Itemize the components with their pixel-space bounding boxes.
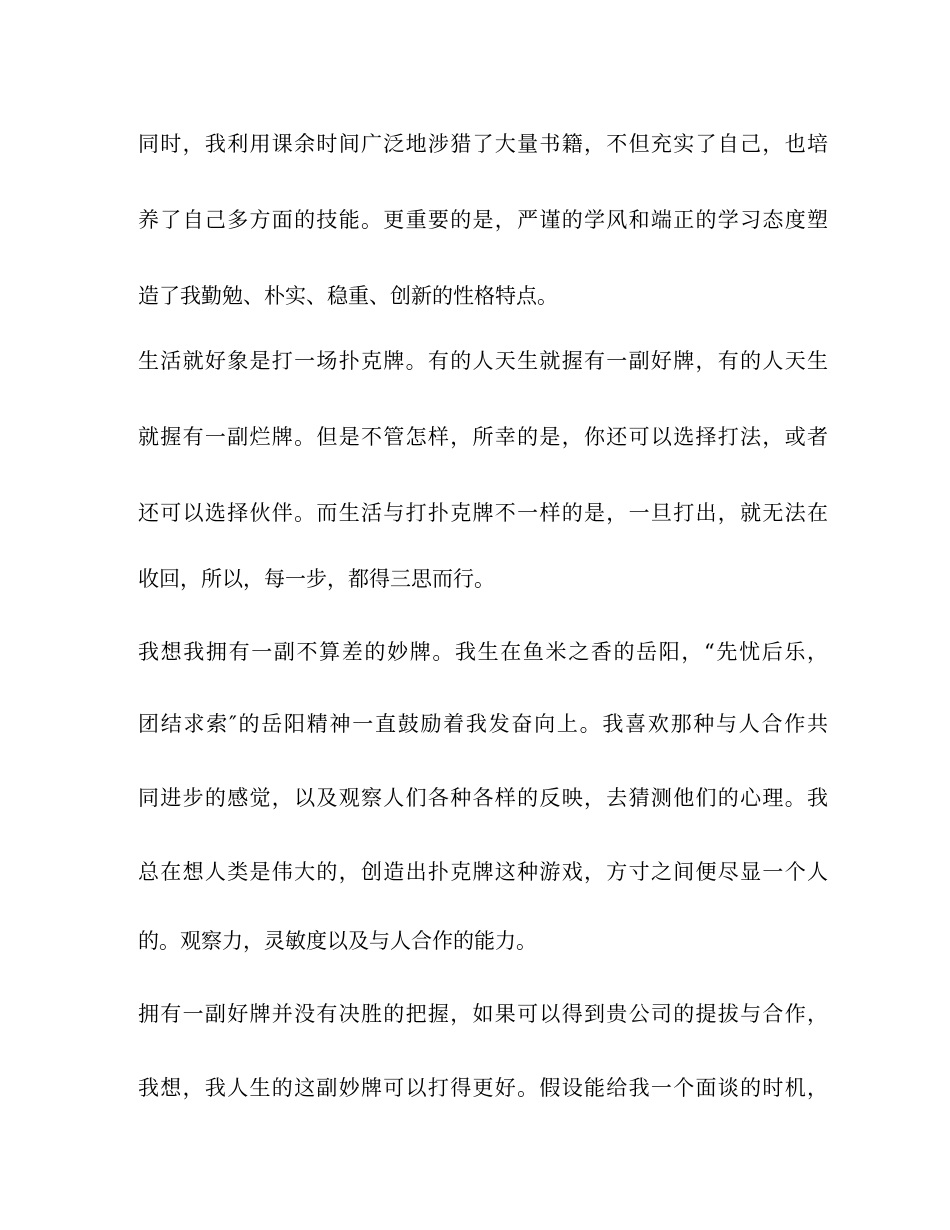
text-line: 的。观察力，灵敏度以及与人合作的能力。 <box>138 929 537 953</box>
text-line: 造了我勤勉、朴实、稳重、创新的性格特点。 <box>138 284 558 308</box>
text-line: 我想，我人生的这副妙牌可以打得更好。假设能给我一个面谈的时机， <box>138 1076 828 1100</box>
text-line: 收回，所以，每一步，都得三思而行。 <box>138 567 495 591</box>
text-line: 同进步的感觉，以及观察人们各种各样的反映，去猜测他们的心理。我 <box>138 786 828 810</box>
text-line: 就握有一副烂牌。但是不管怎样，所幸的是，你还可以选择打法，或者 <box>138 425 828 449</box>
text-line: 团结求索″的岳阳精神一直鼓励着我发奋向上。我喜欢那种与人合作共 <box>138 712 828 736</box>
text-line: 我想我拥有一副不算差的妙牌。我生在鱼米之香的岳阳，“先忧后乐， <box>138 640 828 664</box>
text-line: 生活就好象是打一场扑克牌。有的人天生就握有一副好牌，有的人天生 <box>138 349 828 373</box>
text-line: 拥有一副好牌并没有决胜的把握，如果可以得到贵公司的提拔与合作， <box>138 1002 828 1026</box>
text-line: 同时，我利用课余时间广泛地涉猎了大量书籍，不但充实了自己，也培 <box>138 132 828 156</box>
text-line: 养了自己多方面的技能。更重要的是，严谨的学风和端正的学习态度塑 <box>138 208 828 232</box>
text-line: 还可以选择伙伴。而生活与打扑克牌不一样的是，一旦打出，就无法在 <box>138 501 828 525</box>
text-line: 总在想人类是伟大的，创造出扑克牌这种游戏，方寸之间便尽显一个人 <box>138 860 828 884</box>
